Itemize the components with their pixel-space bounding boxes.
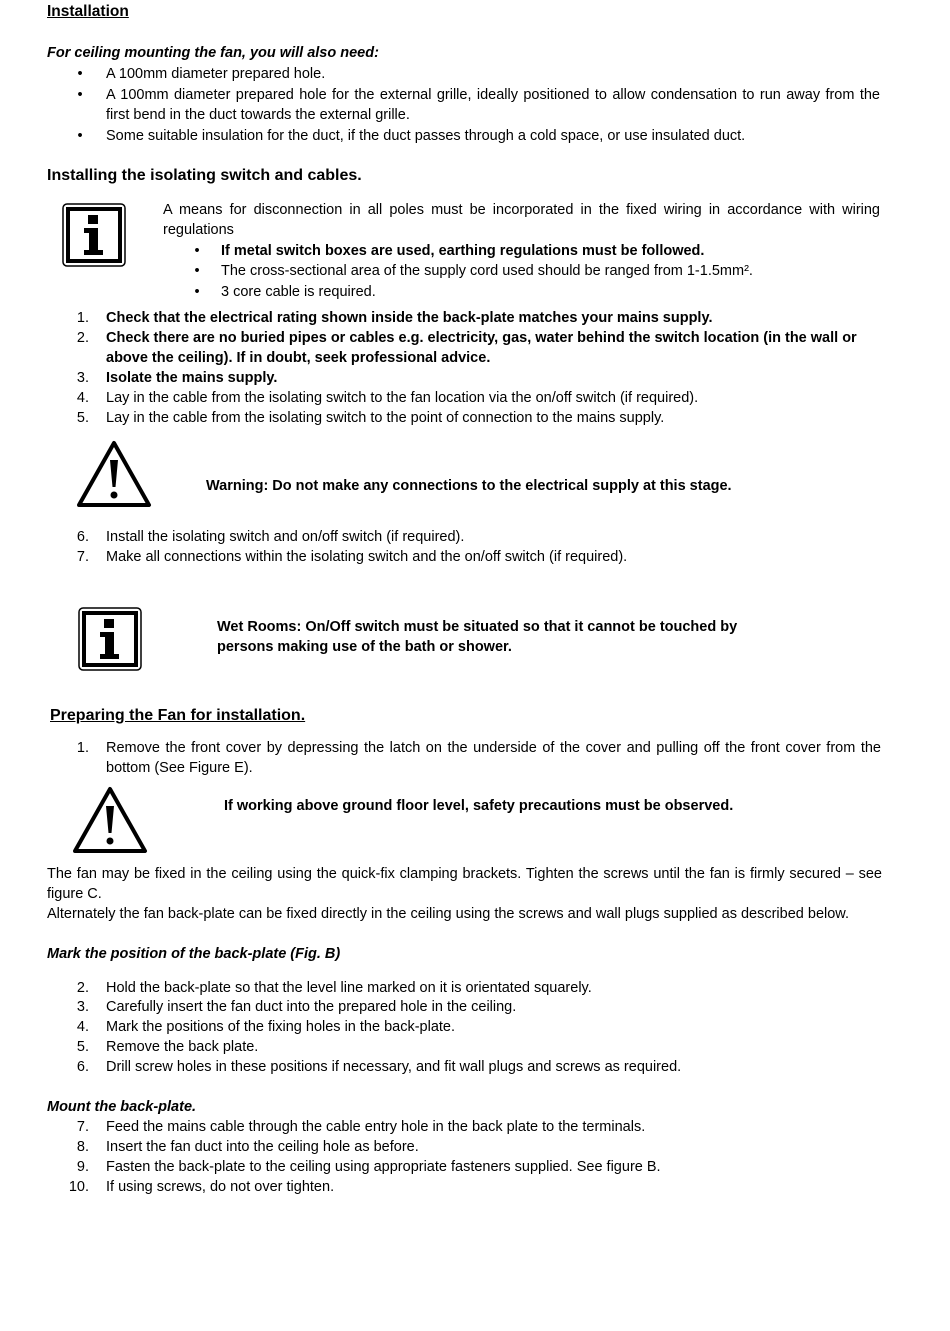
bullet: • — [77, 128, 83, 144]
isolating-heading: Installing the isolating switch and cables. — [47, 167, 362, 184]
step-text: Hold the back-plate so that the level line marked on it is orientated squarely. — [106, 980, 592, 996]
installation-heading: Installation — [47, 3, 129, 20]
step-text: Mark the positions of the fixing holes in the back-plate. — [106, 1019, 455, 1035]
step-text: Make all connections within the isolating switch and the on/off switch (if required). — [106, 549, 628, 565]
step-number: 1. — [76, 740, 89, 756]
step-text: Check that the electrical rating shown inside the back-plate matches your mains supply. — [106, 310, 713, 326]
wet-rooms-line1: Wet Rooms: On/Off switch must be situated so that it cannot be touched by — [217, 619, 738, 635]
step-number: 7. — [76, 549, 89, 565]
list-item: A 100mm diameter prepared hole. — [106, 66, 326, 82]
step-number: 8. — [76, 1139, 89, 1155]
step-text: Lay in the cable from the isolating switch to the point of connection to the mains supply. — [106, 410, 665, 426]
step-number: 3. — [76, 370, 89, 386]
step-number: 6. — [76, 529, 89, 545]
step-text: If using screws, do not over tighten. — [106, 1179, 335, 1195]
step-text: Insert the fan duct into the ceiling hole as before. — [106, 1139, 419, 1155]
step-text: Feed the mains cable through the cable entry hole in the back plate to the terminals. — [106, 1119, 646, 1135]
step-text: Carefully insert the fan duct into the prepared hole in the ceiling. — [106, 999, 517, 1015]
step-text: Drill screw holes in these positions if necessary, and fit wall plugs and screws as required. — [106, 1059, 682, 1075]
mount-heading: Mount the back-plate. — [47, 1099, 197, 1115]
step-number: 5. — [76, 410, 89, 426]
step-number: 2. — [76, 330, 89, 346]
warning-triangle-icon — [72, 786, 148, 854]
warning-triangle-icon — [76, 440, 152, 508]
step-number: 6. — [76, 1059, 89, 1075]
bullet: • — [77, 66, 83, 82]
bullet: • — [194, 284, 200, 300]
step-number: 2. — [76, 980, 89, 996]
step-number: 1. — [76, 310, 89, 326]
list-item: Some suitable insulation for the duct, if the duct passes through a cold space, or use insulated duct. — [106, 128, 746, 144]
para-fix: The fan may be fixed in the ceiling using the quick-fix clamping brackets. Tighten the screws until the fan is firmly secured – see figure C. — [47, 866, 882, 902]
list-item: The cross-sectional area of the supply cord used should be ranged from 1-1.5mm². — [221, 263, 753, 279]
list-item: A 100mm diameter prepared hole for the external grille, ideally positioned to allow condensation to run away from the first bend in the duct towards the external grille. — [106, 87, 880, 123]
step-number: 4. — [76, 390, 89, 406]
info-icon — [78, 607, 142, 671]
bullet: • — [77, 87, 83, 103]
bullet: • — [194, 243, 200, 259]
ceiling-need-heading: For ceiling mounting the fan, you will also need: — [47, 45, 379, 61]
step-number: 7. — [76, 1119, 89, 1135]
bullet: • — [194, 263, 200, 279]
step-text: Isolate the mains supply. — [106, 370, 278, 386]
info-intro: A means for disconnection in all poles must be incorporated in the fixed wiring in accordance with wiring regulations — [163, 202, 880, 238]
step-text: Lay in the cable from the isolating switch to the fan location via the on/off switch (if required). — [106, 390, 699, 406]
step-number: 5. — [76, 1039, 89, 1055]
list-item: If metal switch boxes are used, earthing regulations must be followed. — [221, 243, 705, 259]
wet-rooms-line2: persons making use of the bath or shower. — [217, 639, 512, 655]
mark-heading: Mark the position of the back-plate (Fig. B) — [47, 946, 341, 962]
step-text: Install the isolating switch and on/off switch (if required). — [106, 529, 465, 545]
info-icon — [62, 203, 126, 267]
step-number: 4. — [76, 1019, 89, 1035]
warning-ground: If working above ground floor level, safety precautions must be observed. — [224, 798, 734, 814]
preparing-heading: Preparing the Fan for installation. — [50, 707, 306, 724]
step-number: 9. — [76, 1159, 89, 1175]
step-text: Check there are no buried pipes or cables e.g. electricity, gas, water behind the switch location (in the wall or above the ceiling). If in doubt, seek professional advice. — [106, 330, 857, 366]
list-item: 3 core cable is required. — [221, 284, 376, 300]
step-text: Remove the back plate. — [106, 1039, 259, 1055]
step-number: 10. — [68, 1179, 89, 1195]
step-text: Remove the front cover by depressing the latch on the underside of the cover and pulling off the front cover from the bottom (See Figure E). — [106, 740, 881, 776]
step-number: 3. — [76, 999, 89, 1015]
step-text: Fasten the back-plate to the ceiling using appropriate fasteners supplied. See figure B. — [106, 1159, 661, 1175]
warning-connections: Warning: Do not make any connections to the electrical supply at this stage. — [206, 478, 732, 494]
para-alt: Alternately the fan back-plate can be fixed directly in the ceiling using the screws and wall plugs supplied as described below. — [47, 906, 849, 922]
